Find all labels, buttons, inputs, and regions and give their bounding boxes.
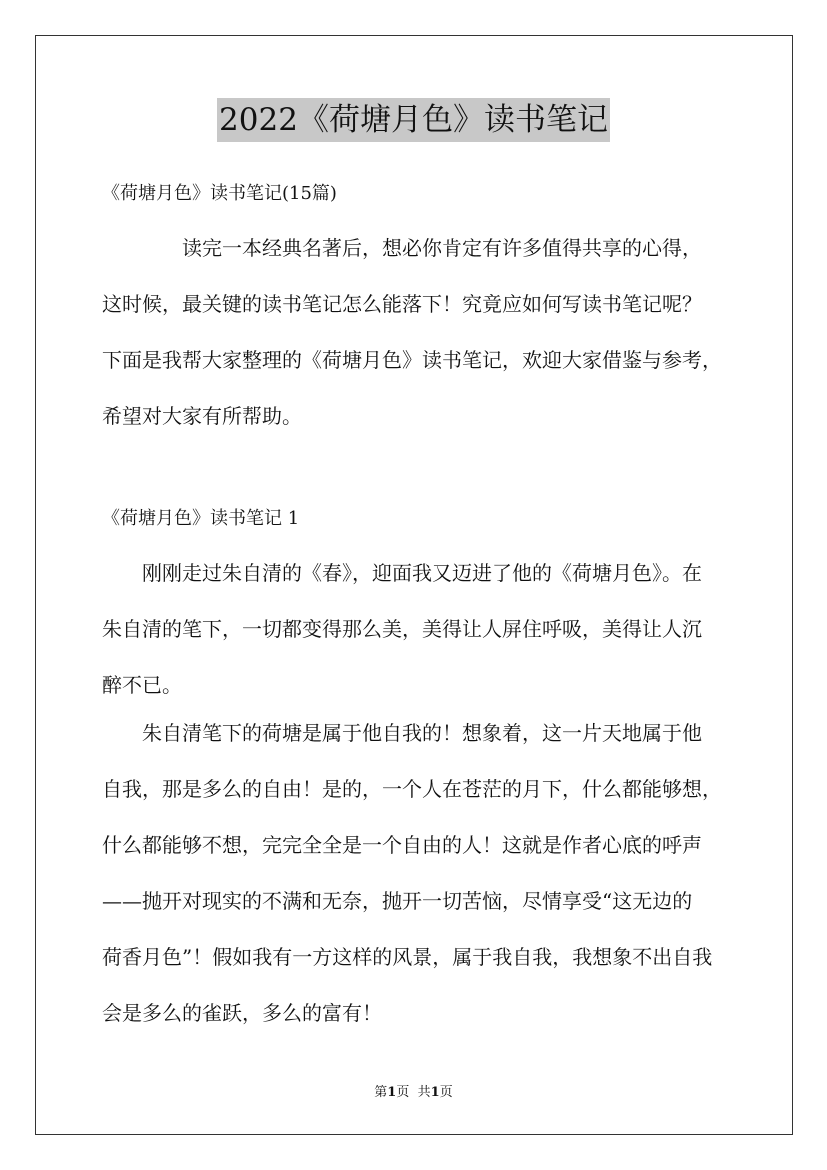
intro-paragraph xyxy=(102,220,742,444)
paragraph-line: 会是多么的雀跃，多么的富有！ xyxy=(102,1001,382,1025)
title-container xyxy=(0,98,827,142)
footer-total-prefix: 共 xyxy=(417,1085,431,1100)
paragraph-line: 荷香月色”！假如我有一方这样的风景，属于我自我，我想象不出自我 xyxy=(102,945,713,969)
footer-page-total: 1 xyxy=(430,1085,440,1100)
paragraph-line: 刚刚走过朱自清的《春》，迎面我又迈进了他的《荷塘月色》。在 xyxy=(142,561,702,585)
footer-total-suffix: 页 xyxy=(439,1085,453,1100)
footer-page-current: 1 xyxy=(387,1085,397,1100)
footer-page-prefix: 第 xyxy=(374,1085,388,1100)
paragraph-line: 朱自清的笔下，一切都变得那么美，美得让人屏住呼吸，美得让人沉 xyxy=(102,617,702,641)
paragraph-line: 朱自清笔下的荷塘是属于他自我的！想象着，这一片天地属于他 xyxy=(142,721,702,745)
body-paragraph-2 xyxy=(102,705,742,1041)
paragraph-line: 什么都能够不想，完完全全是一个自由的人！这就是作者心底的呼声 xyxy=(102,833,702,857)
paragraph-line: 下面是我帮大家整理的《荷塘月色》读书笔记，欢迎大家借鉴与参考， xyxy=(102,348,722,372)
paragraph-line: 读完一本经典名著后，想必你肯定有许多值得共享的心得， xyxy=(182,236,702,260)
body-paragraph-1 xyxy=(102,545,742,713)
paragraph-line: ——抛开对现实的不满和无奈，抛开一切苦恼，尽情享受“这无边的 xyxy=(102,889,693,913)
document-subtitle: 《荷塘月色》读书笔记(15篇) xyxy=(102,183,337,204)
footer-page-mid: 页 xyxy=(396,1085,410,1100)
paragraph-line: 希望对大家有所帮助。 xyxy=(102,404,302,428)
paragraph-line: 这时候，最关键的读书笔记怎么能落下！究竟应如何写读书笔记呢？ xyxy=(102,292,702,316)
document-title: 2022《荷塘月色》读书笔记 xyxy=(217,98,610,142)
paragraph-line: 自我，那是多么的自由！是的，一个人在苍茫的月下，什么都能够想， xyxy=(102,777,722,801)
page-footer xyxy=(0,1083,827,1103)
section-heading: 《荷塘月色》读书笔记 1 xyxy=(102,508,300,529)
paragraph-line: 醉不已。 xyxy=(102,673,182,697)
